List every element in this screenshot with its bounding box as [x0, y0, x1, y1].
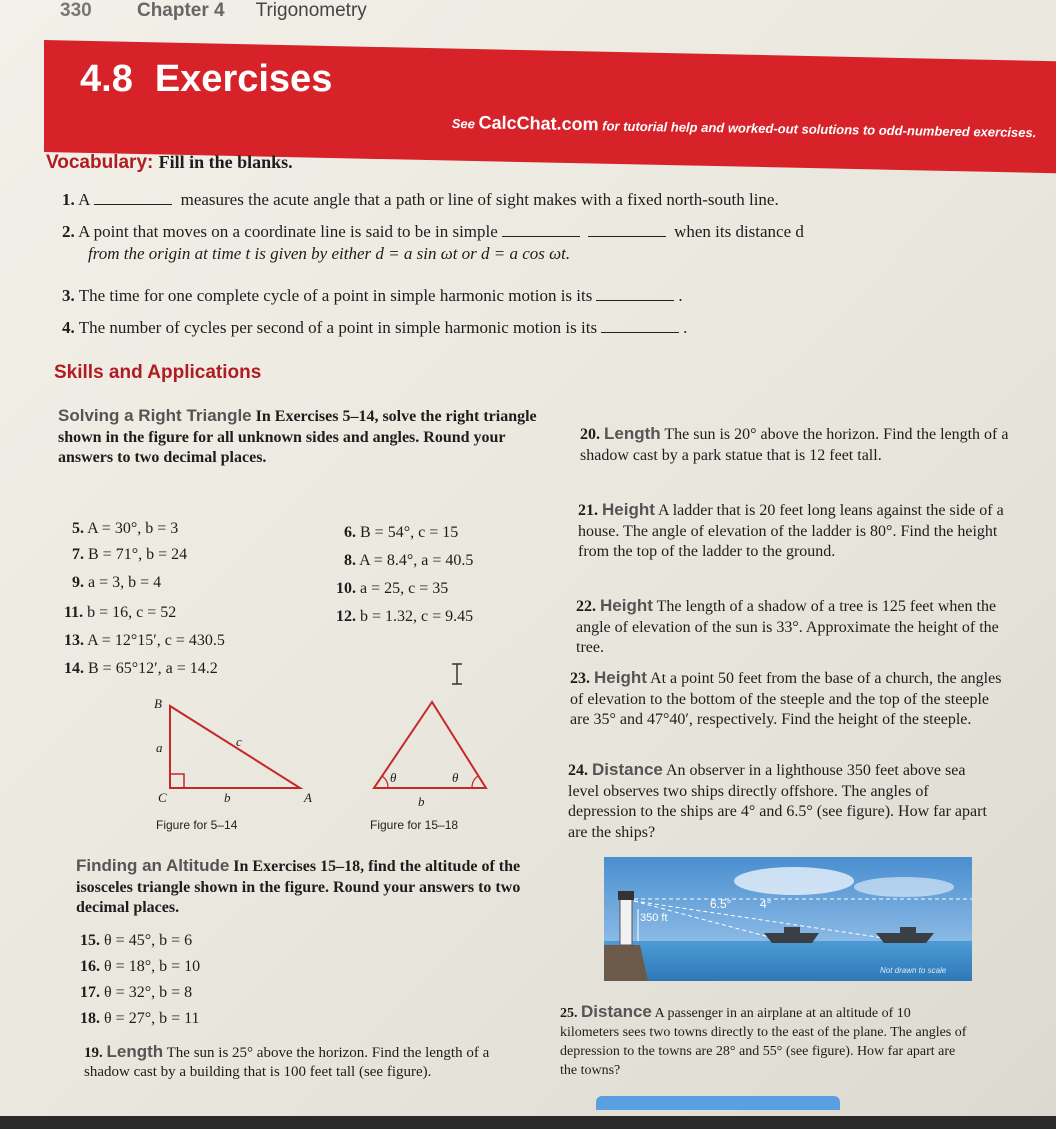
right-angle-marker [170, 774, 184, 788]
isosceles-triangle-figure [360, 696, 490, 796]
exercise-20 [580, 424, 1032, 466]
exercise-text: θ = 18°, b = 10 [104, 958, 201, 975]
vocabulary-label: Vocabulary: [46, 152, 154, 173]
exercise-number: 19. [84, 1045, 103, 1061]
exercise-number: 17. [80, 984, 100, 1001]
page-number: 330 [60, 0, 92, 21]
exercise-17 [80, 984, 192, 1002]
ship-far [876, 933, 934, 943]
text-cursor-icon [450, 662, 464, 686]
exercise-23 [570, 668, 1002, 731]
exercise-head: Distance [581, 1002, 652, 1021]
exercise-number: 18. [80, 1010, 100, 1027]
vocab-item-3 [62, 286, 683, 306]
exercise-10 [336, 580, 448, 598]
item-number: 2. [62, 222, 75, 241]
answer-blank[interactable] [596, 300, 674, 301]
exercise-13 [64, 632, 225, 650]
item-number: 3. [62, 286, 75, 305]
vocabulary-instructions: Fill in the blanks. [158, 152, 293, 172]
exercise-text: B = 65°12′, a = 14.2 [88, 660, 218, 677]
exercise-text: A ladder that is 20 feet long leans against the side of a house. The angle of elevation of the ladder is 80°. Find the height from the top of the ladder to the ground. [578, 502, 1004, 560]
note-suffix: for tutorial help and worked-out solutions to odd-numbered exercises. [602, 118, 1037, 141]
exercise-9 [72, 574, 161, 592]
exercise-21 [578, 500, 1024, 563]
exercise-number: 14. [64, 660, 84, 677]
answer-blank[interactable] [502, 236, 580, 237]
exercise-text: A passenger in an airplane at an altitude of 10 kilometers sees two towns directly to the east of the plane. The angles of depression to the towns are 28° and 55° (see figure). How far apart are the towns? [560, 1006, 967, 1078]
figure-caption-5-14: Figure for 5–14 [156, 818, 238, 832]
exercise-text: θ = 32°, b = 8 [104, 984, 193, 1001]
exercise-text: θ = 45°, b = 6 [104, 932, 193, 949]
exercise-number: 21. [578, 502, 598, 519]
exercise-text: a = 3, b = 4 [88, 574, 162, 591]
exercise-number: 22. [576, 598, 596, 615]
exercise-text: b = 16, c = 52 [87, 604, 177, 621]
exercise-19 [84, 1042, 524, 1082]
exercise-head: Length [106, 1042, 164, 1061]
instruction-text: In Exercises 5–14, solve the right triangle shown in the figure for all unknown sides and angles. Round your answers to two decimal places. [58, 408, 537, 466]
exercise-25 [560, 1002, 970, 1080]
exercise-14 [64, 660, 218, 678]
ship-near [764, 933, 819, 943]
exercise-24 [568, 760, 996, 843]
exercise-text: θ = 27°, b = 11 [104, 1010, 200, 1027]
item-text: . [683, 318, 688, 337]
exercise-number: 11. [64, 604, 84, 621]
exercise-text: The sun is 25° above the horizon. Find the length of a shadow cast by a building that is 100 feet tall (see figure). [84, 1045, 490, 1080]
exercise-head: Height [600, 596, 653, 615]
exercise-head: Height [594, 668, 647, 687]
chapter-title: Trigonometry [255, 0, 367, 21]
label-base-b: b [418, 794, 425, 809]
exercise-11 [64, 604, 176, 622]
subsection-head: Solving a Right Triangle [58, 406, 252, 425]
note-prefix: See [451, 115, 476, 132]
exercise-head: Height [602, 500, 655, 519]
ship-near-cabin [784, 927, 800, 933]
item-text: . [678, 286, 683, 305]
right-triangle-figure [150, 696, 320, 806]
screen-bezel [0, 1116, 1056, 1129]
exercise-text: At a point 50 feet from the base of a church, the angles of elevation to the bottom of the steeple and the top of the steeple are 35° and 47°40′, respectively. Find the height of the steeple. [570, 670, 1002, 728]
cloud [734, 867, 854, 895]
exercise-text: An observer in a lighthouse 350 feet above sea level observes two ships directly offshore. The angles of depression to the ships are 4° and 6.5° (see figure). How far apart are the ships? [568, 762, 987, 841]
exercise-number: 20. [580, 426, 600, 443]
exercise-number: 9. [72, 574, 84, 591]
subsection-head: Finding an Altitude [76, 856, 230, 875]
item-text: A [78, 190, 91, 209]
item-text: A point that moves on a coordinate line is said to be in simple [78, 222, 498, 241]
exercise-12 [336, 608, 473, 626]
item-number: 1. [62, 190, 75, 209]
item-text: measures the acute angle that a path or line of sight makes with a fixed north-south line. [180, 190, 779, 209]
item-text: when its distance d [674, 222, 804, 241]
exercise-18 [80, 1010, 200, 1028]
vocabulary-heading [46, 152, 293, 174]
figure-caption-15-18: Figure for 15–18 [370, 818, 459, 832]
exercise-number: 6. [344, 524, 356, 541]
exercise-number: 5. [72, 520, 84, 537]
skills-heading: Skills and Applications [54, 362, 262, 383]
exercise-number: 10. [336, 580, 356, 597]
right-triangle-shape [170, 706, 300, 788]
exercise-text: A = 30°, b = 3 [87, 520, 179, 537]
exercise-text: b = 1.32, c = 9.45 [360, 608, 474, 625]
ship-far-cabin [900, 927, 916, 933]
exercise-number: 13. [64, 632, 84, 649]
section-number: 4.8 [80, 58, 133, 100]
section-title-text: Exercises [154, 58, 333, 100]
lighthouse-tower [620, 899, 632, 945]
next-figure-top [596, 1096, 840, 1110]
height-label: 350 ft [640, 912, 668, 924]
item-number: 4. [62, 318, 75, 337]
vocab-item-1 [62, 190, 779, 210]
exercise-head: Length [604, 424, 661, 443]
angle-label-near: 6.5° [710, 897, 732, 911]
scale-note: Not drawn to scale [880, 966, 947, 975]
exercise-number: 24. [568, 762, 588, 779]
altitude-instructions [76, 856, 526, 919]
exercise-text: The length of a shadow of a tree is 125 feet when the angle of elevation of the sun is 33°. Approximate the height of the tree. [576, 598, 999, 656]
item-text: The number of cycles per second of a point in simple harmonic motion is its [78, 318, 598, 337]
sea [604, 941, 972, 981]
exercise-number: 15. [80, 932, 100, 949]
label-B: B [154, 696, 162, 711]
exercise-16 [80, 958, 200, 976]
chapter-label: Chapter 4 [136, 0, 225, 21]
section-title [80, 58, 332, 101]
label-A: A [304, 790, 312, 805]
exercise-7 [72, 546, 187, 564]
instruction-text: In Exercises 15–18, find the altitude of the isosceles triangle shown in the figure. Round your answers to two decimal places. [76, 858, 521, 916]
exercise-22 [576, 596, 1016, 659]
base-angle-arc-right [472, 776, 478, 788]
vocab-item-2-cont: from the origin at time t is given by either d = a sin ωt or d = a cos ωt. [88, 244, 571, 263]
exercise-5 [72, 520, 178, 538]
answer-blank[interactable] [601, 332, 679, 333]
calcchat-link[interactable]: CalcChat.com [478, 112, 599, 135]
answer-blank[interactable] [94, 204, 172, 205]
exercise-number: 7. [72, 546, 84, 563]
exercise-15 [80, 932, 192, 950]
exercise-8 [344, 552, 473, 570]
item-text: The time for one complete cycle of a point in simple harmonic motion is its [78, 286, 593, 305]
base-angle-arc-left [382, 776, 388, 788]
angle-label-far: 4° [760, 897, 772, 911]
exercise-6 [344, 524, 458, 542]
running-head [60, 0, 367, 22]
exercise-text: a = 25, c = 35 [360, 580, 449, 597]
exercise-number: 23. [570, 670, 590, 687]
exercise-number: 8. [344, 552, 356, 569]
label-a: a [156, 740, 163, 755]
exercise-head: Distance [592, 760, 663, 779]
right-triangle-instructions [58, 406, 538, 469]
exercise-number: 12. [336, 608, 356, 625]
label-theta-right: θ [452, 770, 459, 785]
label-theta-left: θ [390, 770, 397, 785]
exercise-number: 25. [560, 1006, 578, 1021]
vocab-item-4 [62, 318, 687, 338]
label-c: c [236, 734, 242, 749]
exercise-text: A = 8.4°, a = 40.5 [359, 552, 474, 569]
exercise-text: B = 71°, b = 24 [88, 546, 188, 563]
exercise-text: The sun is 20° above the horizon. Find the length of a shadow cast by a park statue that is 12 feet tall. [580, 426, 1009, 464]
exercise-text: B = 54°, c = 15 [360, 524, 459, 541]
cloud [854, 877, 954, 897]
exercise-text: A = 12°15′, c = 430.5 [87, 632, 225, 649]
vocab-item-2 [62, 222, 804, 242]
lighthouse-lamp [618, 891, 634, 900]
label-b: b [224, 790, 231, 805]
label-C: C [158, 790, 167, 805]
exercise-number: 16. [80, 958, 100, 975]
answer-blank[interactable] [588, 236, 666, 237]
